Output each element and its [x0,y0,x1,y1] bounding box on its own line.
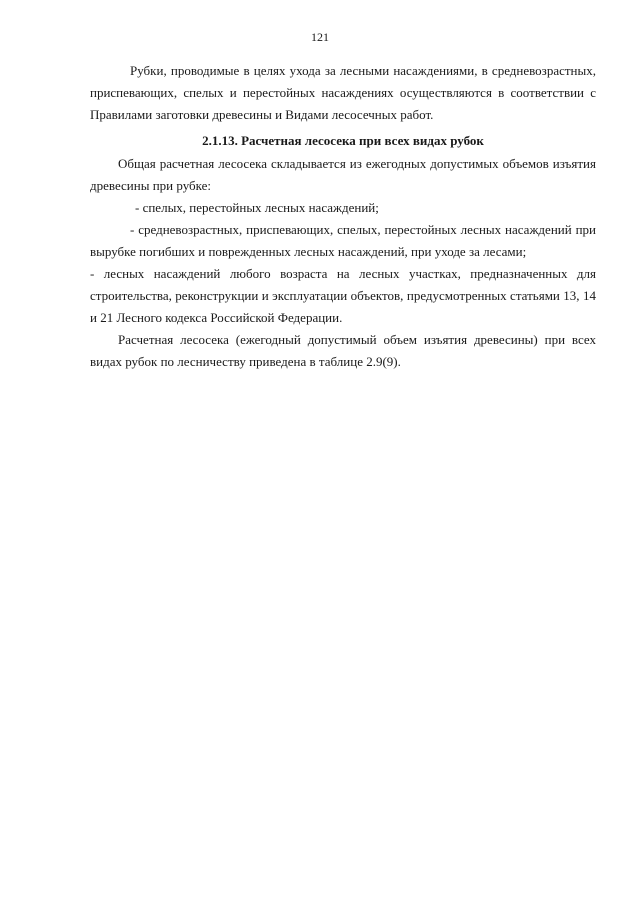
intro-paragraph: Рубки, проводимые в целях ухода за лесными насаждениями, в средневозрастных, приспевающих, спелых и перестойных насаждениях осуществляются в соответствии с Правилами заготовки древесины и Видами лесосечных работ. [90,63,596,122]
list-item-damaged-stands: - средневозрастных, приспевающих, спелых, перестойных лесных насаждений при вырубке погибших и поврежденных лесных насаждений, при уходе за лесами; [90,222,596,259]
list-item-ripe-stands: - спелых, перестойных лесных насаждений; [135,200,379,215]
page-number: 121 [311,30,329,44]
closing-paragraph: Расчетная лесосека (ежегодный допустимый объем изъятия древесины) при всех видах рубок по лесничеству приведена в таблице 2.9(9). [90,332,596,369]
document-body [90,60,596,373]
list-item-construction-stands: - лесных насаждений любого возраста на лесных участках, предназначенных для строительства, реконструкции и эксплуатации объектов, предусмотренных статьями 13, 14 и 21 Лесного кодекса Российской Федерации. [90,266,596,325]
lead-paragraph: Общая расчетная лесосека складывается из ежегодных допустимых объемов изъятия древесины при рубке: [90,156,596,193]
section-heading: 2.1.13. Расчетная лесосека при всех видах рубок [202,133,484,148]
